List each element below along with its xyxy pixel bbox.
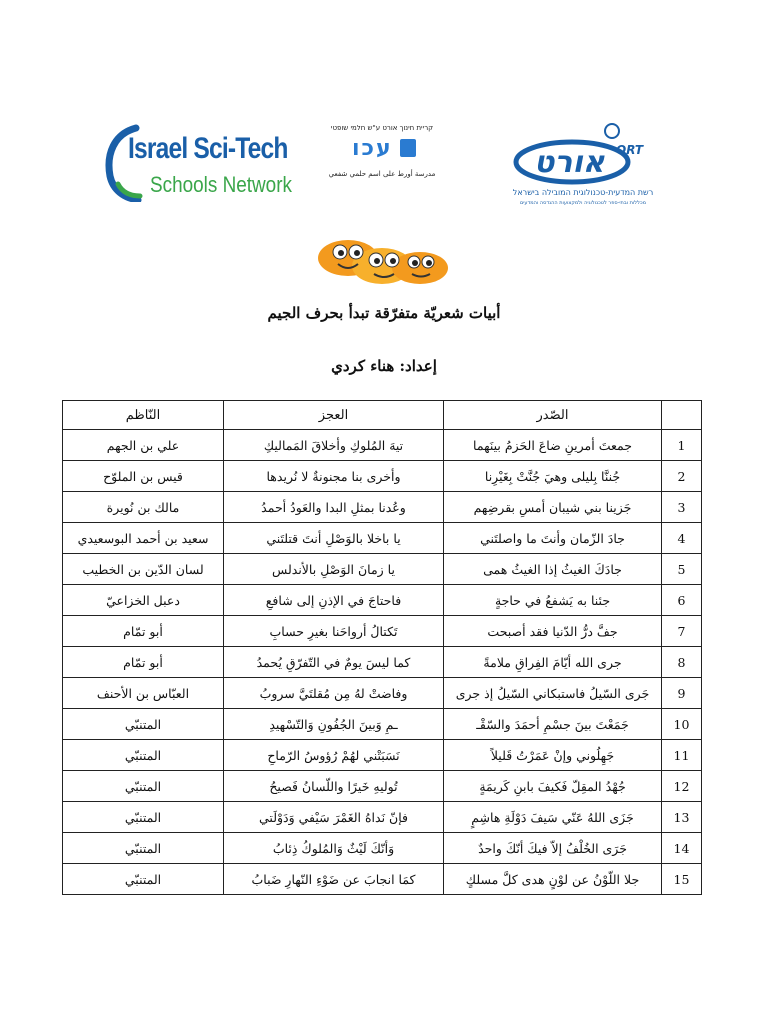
table-row [63, 678, 702, 709]
poet-name: المتنبّي [63, 833, 224, 864]
verse-first-half: جَهِلُوني وإنْ عَمَرْتُ قَليلاً [444, 740, 662, 771]
row-number: 7 [662, 616, 702, 647]
verse-first-half: جُهْدُ المقِلّ فَكيفَ بابنِ كَريمَةٍ [444, 771, 662, 802]
verse-second-half: وعُدنا بمثلِ البدا والعَودُ أحمدُ [224, 492, 444, 523]
ort-emblem-icon [512, 122, 654, 186]
akko-word: עכו [352, 136, 393, 161]
verse-second-half: تَكتالُ أرواحَنا بغيرِ حسابِ [224, 616, 444, 647]
row-number: 5 [662, 554, 702, 585]
verse-first-half: جَرَى الخُلْفُ إلاّ فيكَ أنّكَ واحدٌ [444, 833, 662, 864]
row-number: 4 [662, 523, 702, 554]
row-number: 2 [662, 461, 702, 492]
verse-first-half: جَزَى اللهُ عَنّي سَيفَ دَوْلَةِ هاشِمٍ [444, 802, 662, 833]
row-number: 8 [662, 647, 702, 678]
table-row [63, 740, 702, 771]
poet-name: علي بن الجهم [63, 430, 224, 461]
table-row [63, 833, 702, 864]
scitech-subtitle: Schools Network [150, 172, 292, 197]
table-row [63, 461, 702, 492]
row-number: 11 [662, 740, 702, 771]
page-title: أبيات شعريّة متفرّقة تبدأ بحرف الجيم [267, 304, 501, 322]
verse-first-half: جئنا به يَشفعُ في حاجةٍ [444, 585, 662, 616]
poet-name: المتنبّي [63, 864, 224, 895]
akko-arabic-line: مدرسة أورط على اسم حلمي شفعي [328, 170, 436, 178]
poet-name: قيس بن الملوّح [63, 461, 224, 492]
row-number: 14 [662, 833, 702, 864]
scitech-title: Israel Sci-Tech [128, 132, 288, 165]
verse-second-half: تُوليهِ خَيرًا واللّسانُ فَصيحُ [224, 771, 444, 802]
verse-first-half: جَمَعْتَ بينَ جسْمِ أحمَدَ والسّقْـ [444, 709, 662, 740]
verse-second-half: كمَا انجابَ عن ضَوْءِ النّهارِ ضَبابُ [224, 864, 444, 895]
poet-name: المتنبّي [63, 740, 224, 771]
akko-school-logo [326, 124, 438, 190]
table-row [63, 771, 702, 802]
israel-scitech-logo [104, 122, 292, 206]
verse-first-half: جَزينا بني شيبان أمسِ بقرضِهم [444, 492, 662, 523]
verse-second-half: كما ليسَ يومٌ في التّفرّقِ يُحمدُ [224, 647, 444, 678]
header-poet: النّاظم [63, 401, 224, 430]
table-row [63, 616, 702, 647]
row-number: 15 [662, 864, 702, 895]
poet-name: مالك بن نُويرة [63, 492, 224, 523]
verse-first-half: جلا اللّوْنُ عن لوْنٍ هدى كلَّ مسلكٍ [444, 864, 662, 895]
poet-name: المتنبّي [63, 771, 224, 802]
poet-name: المتنبّي [63, 802, 224, 833]
verse-first-half: جادَكَ الغيثُ إذا الغيثُ همى [444, 554, 662, 585]
table-row [63, 864, 702, 895]
poet-name: المتنبّي [63, 709, 224, 740]
table-row [63, 492, 702, 523]
row-number: 1 [662, 430, 702, 461]
verse-first-half: جَرى السّيلُ فاستبكاني السّيلُ إذ جرى [444, 678, 662, 709]
row-number: 10 [662, 709, 702, 740]
header-num [662, 401, 702, 430]
verse-second-half: وفاضتْ لهُ مِن مُقلتَيَّ سروبُ [224, 678, 444, 709]
table-row [63, 647, 702, 678]
table-row [63, 554, 702, 585]
svg-text:ORT: ORT [616, 143, 644, 157]
row-number: 9 [662, 678, 702, 709]
poet-name: العبّاس بن الأحنف [63, 678, 224, 709]
table-row [63, 709, 702, 740]
akko-emblem-box-icon [400, 139, 416, 157]
row-number: 12 [662, 771, 702, 802]
ort-subtagline: מכללות ובתי-ספר לטכנולוגיה ולמקצועות ההנדסה והמדעים [519, 200, 647, 206]
table-row [63, 523, 702, 554]
author-line: إعداد: هناء كردي [331, 357, 437, 375]
verse-first-half: جرى الله أيّامَ الفِراقِ ملامةً [444, 647, 662, 678]
verse-second-half: تيهَ المُلوكِ وأخلاقَ المَماليكِ [224, 430, 444, 461]
table-row [63, 802, 702, 833]
verse-first-half: جفَّ درُّ الدّنيا فقد أصبحت [444, 616, 662, 647]
verse-first-half: جُننَّا بِليلى وهيَ جُنَّتْ بِغَيْرِنا [444, 461, 662, 492]
poems-table [62, 400, 702, 895]
verse-first-half: جادَ الزّمان وأنتَ ما واصلتَني [444, 523, 662, 554]
verse-second-half: وأخرى بنا مجنونةٌ لا نُريدها [224, 461, 444, 492]
poet-name: أبو تمّام [63, 616, 224, 647]
ort-word: אורט [534, 145, 605, 180]
poet-name: لسان الدّين بن الخطيب [63, 554, 224, 585]
header-ajz: العجز [224, 401, 444, 430]
poet-name: دعبل الخزاعيّ [63, 585, 224, 616]
table-row [63, 430, 702, 461]
akko-hebrew-line: קריית חינוך אורט ע"ש חלמי שופטי [330, 124, 434, 132]
poet-name: أبو تمّام [63, 647, 224, 678]
verse-second-half: فاحتاجَ في الإذنِ إلى شافعِ [224, 585, 444, 616]
verse-second-half: وَأنّكَ لَيْثٌ وَالمُلوكُ ذِئابُ [224, 833, 444, 864]
verse-second-half: يا باخلا بالوَصْلِ أنتَ قتلتَني [224, 523, 444, 554]
verse-second-half: نَسَبَتْني لهُمْ رُؤوسُ الرّماحِ [224, 740, 444, 771]
poet-name: سعيد بن أحمد البوسعيدي [63, 523, 224, 554]
header-sadr: الصّدر [444, 401, 662, 430]
akko-emblem [346, 136, 418, 162]
row-number: 6 [662, 585, 702, 616]
table-header-row [63, 401, 702, 430]
ort-tagline: רשת המדעית-טכנולוגית המובילה בישראל [512, 188, 654, 197]
cartoon-characters-illustration [312, 232, 454, 288]
verse-second-half: يا زمانَ الوَصْلِ بالأندلس [224, 554, 444, 585]
verse-second-half: فإنّ نَداهُ الغَمْرَ سَيْفي وَدَوْلَتي [224, 802, 444, 833]
row-number: 13 [662, 802, 702, 833]
table-row [63, 585, 702, 616]
ort-logo [512, 122, 654, 208]
row-number: 3 [662, 492, 702, 523]
verse-second-half: ـمِ وَبينَ الجُفُونِ وَالتّسْهيدِ [224, 709, 444, 740]
verse-first-half: جمعتَ أمرينِ ضاعَ الحَزمُ بينَهما [444, 430, 662, 461]
